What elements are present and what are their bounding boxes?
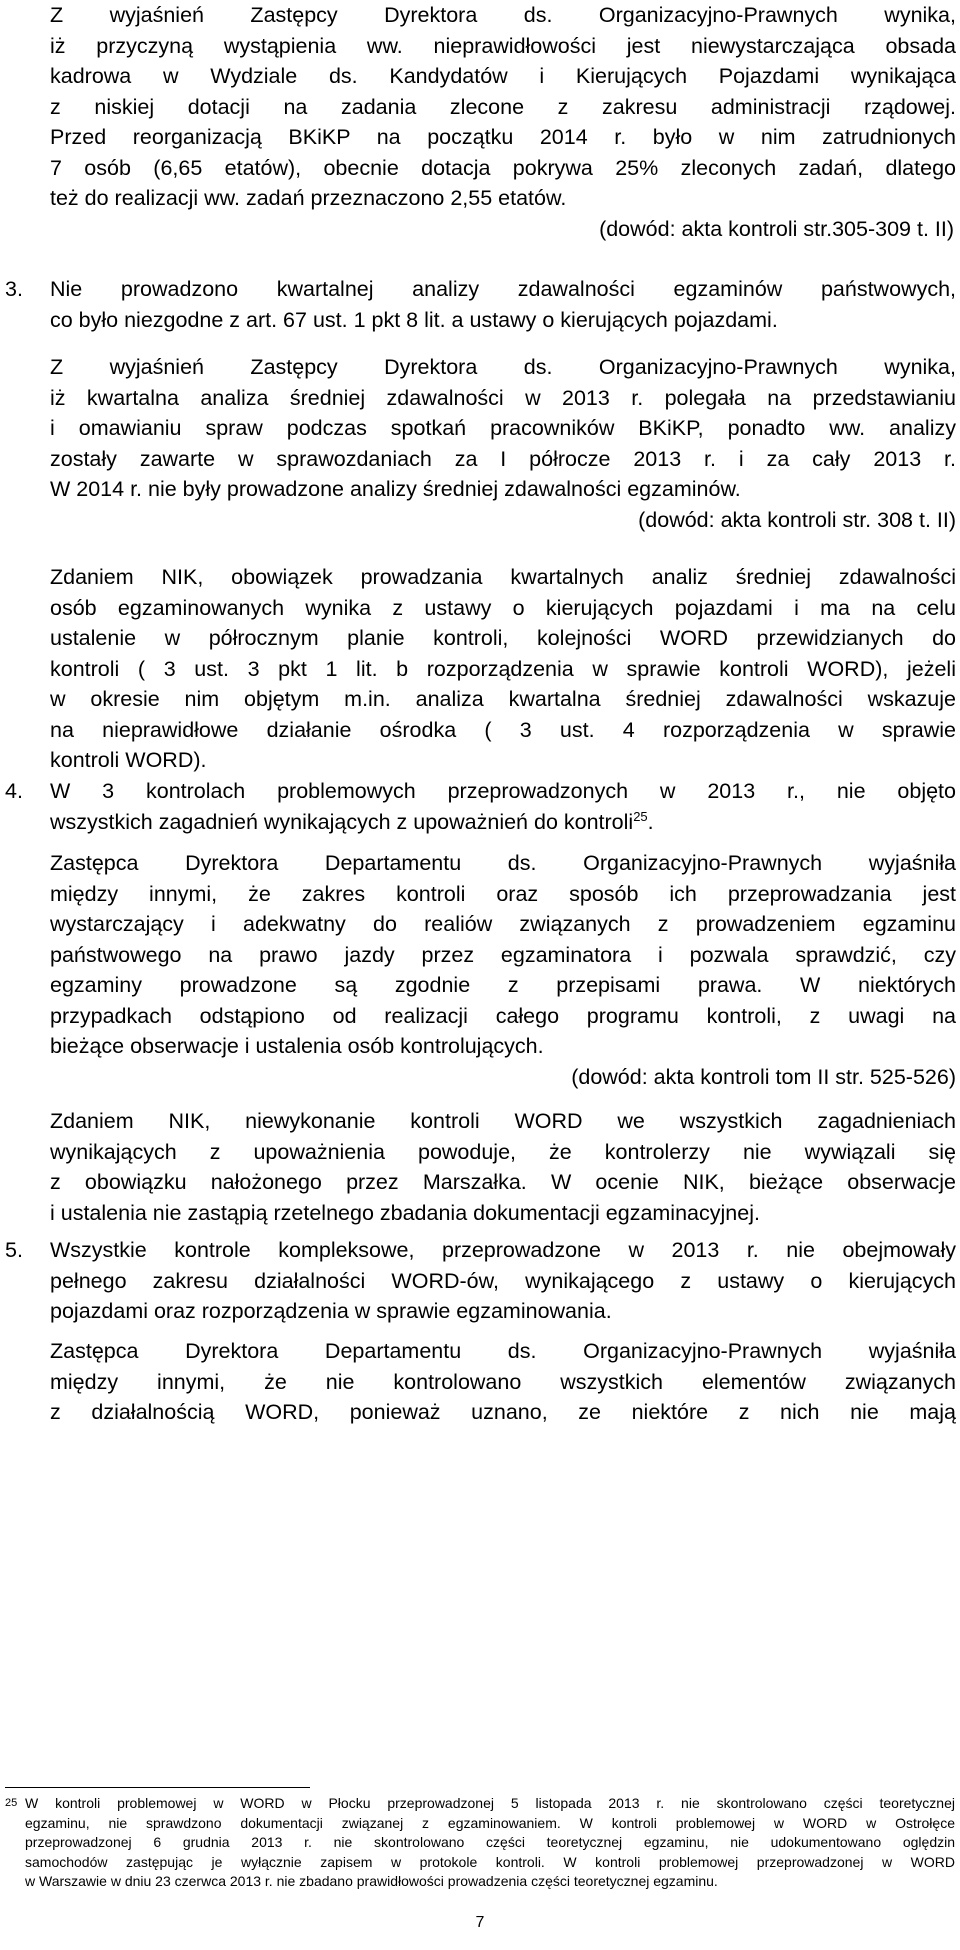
text-line: zostały zawarte w sprawozdaniach za I półrocze 2013 r. i za cały 2013 r. xyxy=(50,446,956,471)
text-segment: . xyxy=(647,809,654,834)
evidence-reference: (dowód: akta kontroli str.305-309 t. II) xyxy=(599,216,954,241)
paragraph-explanation-1 xyxy=(50,0,956,244)
footnote-text xyxy=(25,1794,955,1892)
text-line: Nie prowadzono kwartalnej analizy zdawalności egzaminów państwowych, xyxy=(50,277,956,301)
item-number: 4. xyxy=(5,779,23,803)
text-line: bieżące obserwacje i ustalenia osób kontrolujących. xyxy=(50,1034,544,1058)
text-line: kontroli WORD). xyxy=(50,748,207,772)
item-3-finding xyxy=(50,274,956,335)
item-number: 5. xyxy=(5,1238,23,1262)
text-line: iż przyczyną wystąpienia ww. nieprawidłowości jest niewystarczająca obsada xyxy=(50,33,956,58)
page-number: 7 xyxy=(475,1914,485,1931)
text-line: osób egzaminowanych wynika z ustawy o kierujących pojazdami i ma na celu xyxy=(50,595,956,620)
text-line: pojazdami oraz rozporządzenia w sprawie egzaminowania. xyxy=(50,1299,612,1323)
text-line: też do realizacji ww. zadań przeznaczono 2,55 etatów. xyxy=(50,186,567,210)
footnote-line: W kontroli problemowej w WORD w Płocku przeprowadzonej 5 listopada 2013 r. nie skontrolowano części teoretycznej xyxy=(25,1795,955,1811)
item-number: 3. xyxy=(5,277,23,301)
text-line: na nieprawidłowe działanie ośrodka ( 3 ust. 4 rozporządzenia w sprawie xyxy=(50,717,956,742)
text-line: Zastępca Dyrektora Departamentu ds. Organizacyjno-Prawnych wyjaśniła xyxy=(50,851,956,875)
text-line: w okresie nim objętym m.in. analiza kwartalna średniej zdawalności wskazuje xyxy=(50,687,956,711)
text-line: Zastępca Dyrektora Departamentu ds. Organizacyjno-Prawnych wyjaśniła xyxy=(50,1339,956,1363)
text-line: z działalnością WORD, ponieważ uznano, ze niektóre z nich nie mają xyxy=(50,1400,956,1424)
text-line: z obowiązku nałożonego przez Marszałka. W ocenie NIK, bieżące obserwacje xyxy=(50,1170,956,1194)
text-line: kontroli ( 3 ust. 3 pkt 1 lit. b rozporządzenia w sprawie kontroli WORD), jeżeli xyxy=(50,656,956,681)
text-line: Zdaniem NIK, obowiązek prowadzania kwartalnych analiz średniej zdawalności xyxy=(50,565,956,589)
text-line: i ustalenia nie zastąpią rzetelnego zbadania dokumentacji egzaminacyjnej. xyxy=(50,1200,760,1225)
footnote-number: 25 xyxy=(5,1797,18,1809)
text-line: 7 osób (6,65 etatów), obecnie dotacja pokrywa 25% zleconych zadań, dlatego xyxy=(50,155,956,180)
text-line: Przed reorganizacją BKiKP na początku 2014 r. było w nim zatrudnionych xyxy=(50,125,956,149)
footnote-line: w Warszawie w dniu 23 czerwca 2013 r. nie zbadano prawidłowości prowadzenia części teoretycznej egzaminu. xyxy=(25,1873,718,1889)
text-line: wystarczający i adekwatny do realiów związanych z prowadzeniem egzaminu xyxy=(50,912,956,936)
text-line: co było niezgodne z art. 67 ust. 1 pkt 8 lit. a ustawy o kierujących pojazdami. xyxy=(50,307,778,332)
footnote-separator xyxy=(5,1787,310,1788)
text-line: Z wyjaśnień Zastępcy Dyrektora ds. Organizacyjno-Prawnych wynika, xyxy=(50,3,956,27)
item-4-finding xyxy=(50,776,956,837)
text-line: państwowego na prawo jazdy przez egzaminatora i pozwala sprawdzić, czy xyxy=(50,942,956,967)
text-line: Z wyjaśnień Zastępcy Dyrektora ds. Organizacyjno-Prawnych wynika, xyxy=(50,355,956,379)
text-line: pełnego zakresu działalności WORD-ów, wynikającego z ustawy o kierujących xyxy=(50,1268,956,1293)
text-line: Zdaniem NIK, niewykonanie kontroli WORD we wszystkich zagadnieniach xyxy=(50,1109,956,1133)
text-line: przypadkach odstąpiono od realizacji całego programu kontroli, z uwagi na xyxy=(50,1003,956,1028)
item-4-nik-opinion xyxy=(50,1106,956,1228)
text-segment: wszystkich zagadnień wynikających z upoważnień do kontroli xyxy=(50,809,634,834)
item-4-explanation xyxy=(50,848,956,1092)
item-3-explanation xyxy=(50,352,956,535)
text-line: Wszystkie kontrole kompleksowe, przeprowadzone w 2013 r. nie obejmowały xyxy=(50,1238,956,1262)
item-5-explanation xyxy=(50,1336,956,1428)
text-line: iż kwartalna analiza średniej zdawalności w 2013 r. polegała na przedstawianiu xyxy=(50,385,956,410)
text-line: kadrowa w Wydziale ds. Kandydatów i Kierujących Pojazdami wynikająca xyxy=(50,64,956,88)
text-line: i omawianiu spraw podczas spotkań pracowników BKiKP, ponadto ww. analizy xyxy=(50,416,956,440)
item-3-nik-opinion xyxy=(50,562,956,776)
footnote-line: egzaminu, nie sprawdzono dokumentacji związanej z egzaminowaniem. W kontroli problemowej w WORD w Ostrołęce xyxy=(25,1814,955,1831)
footnote-line: przeprowadzonej 6 grudnia 2013 r. nie skontrolowano części teoretycznej egzaminu, nie udokumentowano oględzin xyxy=(25,1834,955,1850)
text-line: wynikających z upoważnienia powoduje, że kontrolerzy nie wywiązali się xyxy=(50,1139,956,1164)
evidence-reference: (dowód: akta kontroli tom II str. 525-526) xyxy=(571,1064,956,1089)
text-line: egzaminy prowadzone są zgodnie z przepisami prawa. W niektórych xyxy=(50,973,956,997)
text-line: W 2014 r. nie były prowadzone analizy średniej zdawalności egzaminów. xyxy=(50,477,741,501)
text-line xyxy=(50,807,956,838)
footnote-line: samochodów zastępując je wyłącznie zapisem w protokole kontroli. W kontroli problemowej przeprowadzonej w WORD xyxy=(25,1853,955,1870)
evidence-reference: (dowód: akta kontroli str. 308 t. II) xyxy=(638,507,956,532)
footnote-reference[interactable]: 25 xyxy=(633,808,648,824)
text-line: między innymi, że nie kontrolowano wszystkich elementów związanych xyxy=(50,1369,956,1394)
text-line: między innymi, że zakres kontroli oraz sposób ich przeprowadzania jest xyxy=(50,881,956,906)
text-line: z niskiej dotacji na zadania zlecone z zakresu administracji rządowej. xyxy=(50,94,956,119)
text-line: W 3 kontrolach problemowych przeprowadzonych w 2013 r., nie objęto xyxy=(50,779,956,803)
item-5-finding xyxy=(50,1235,956,1327)
text-line: ustalenie w półrocznym planie kontroli, kolejności WORD przewidzianych do xyxy=(50,626,956,650)
